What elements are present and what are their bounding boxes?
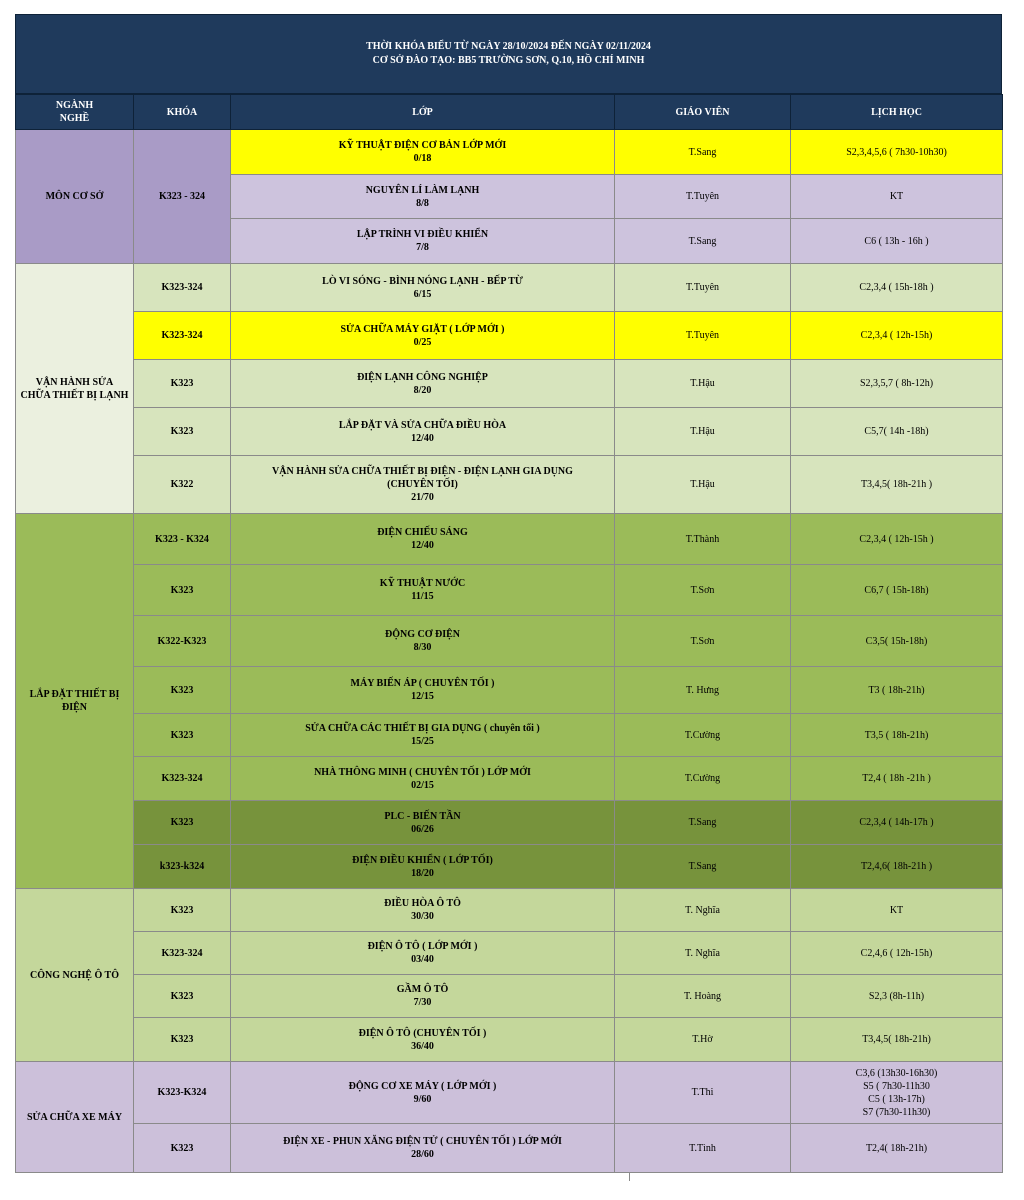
teacher-cell: T. Nghĩa <box>615 932 791 975</box>
table-row <box>16 264 1003 312</box>
class-name: SỬA CHỮA CÁC THIẾT BỊ GIA DỤNG ( chuyên tối ) <box>305 723 540 734</box>
table-row <box>16 889 1003 932</box>
class-enrollment: 12/40 <box>411 540 434 551</box>
teacher-cell: T.Cường <box>615 714 791 757</box>
class-enrollment: 6/15 <box>413 288 432 300</box>
schedule-text: KT <box>889 191 904 202</box>
khoa-cell: K323 <box>134 1124 231 1173</box>
class-name: ĐIỀU HÒA Ô TÔ <box>384 898 461 909</box>
class-name: ĐIỆN CHIẾU SÁNG <box>377 527 468 538</box>
schedule-text: C2,3,4 ( 12h-15h ) <box>859 533 934 545</box>
schedule-location: CƠ SỞ ĐÀO TẠO: BB5 TRƯỜNG SƠN, Q.10, HỒ CHÍ MINH <box>372 55 645 66</box>
khoa-cell: K323-K324 <box>134 1062 231 1124</box>
khoa-cell: K323 <box>134 889 231 932</box>
schedule-cell <box>791 1124 1003 1173</box>
table-row <box>16 565 1003 616</box>
teacher-cell: T. Hưng <box>615 667 791 714</box>
col-header-giao-vien: GIÁO VIÊN <box>615 95 791 130</box>
class-name-note: (CHUYÊN TỐI) <box>387 479 458 490</box>
schedule-text: C2,3,4 ( 14h-17h ) <box>859 817 934 828</box>
schedule-sheet <box>15 14 1002 1173</box>
class-enrollment: 0/18 <box>413 153 432 164</box>
teacher-cell: T.Sang <box>615 219 791 264</box>
table-row <box>16 801 1003 845</box>
khoa-cell: K323-324 <box>134 757 231 801</box>
schedule-cell <box>791 667 1003 714</box>
table-row <box>16 667 1003 714</box>
class-cell <box>231 1018 615 1062</box>
schedule-cell <box>791 408 1003 456</box>
class-cell <box>231 889 615 932</box>
schedule-cell <box>791 932 1003 975</box>
schedule-text: C6,7 ( 15h-18h) <box>864 584 929 596</box>
khoa-cell: k323-k324 <box>134 845 231 889</box>
class-enrollment: 12/15 <box>411 691 434 702</box>
schedule-text: C6 ( 13h - 16h ) <box>864 235 929 247</box>
schedule-text: T2,4,6( 18h-21h ) <box>860 861 933 872</box>
class-cell <box>231 264 615 312</box>
khoa-cell: K323 <box>134 975 231 1018</box>
class-name: NHÀ THÔNG MINH ( CHUYÊN TỐI ) LỚP MỚI <box>314 766 531 778</box>
table-row <box>16 408 1003 456</box>
schedule-cell <box>791 975 1003 1018</box>
khoa-cell: K323 <box>134 667 231 714</box>
table-bottom-trail <box>629 1173 630 1181</box>
table-row <box>16 360 1003 408</box>
class-enrollment: 7/8 <box>416 242 429 253</box>
teacher-cell: T.Cường <box>615 757 791 801</box>
class-name: LẬP TRÌNH VI ĐIỀU KHIỂN <box>356 229 489 240</box>
group-cell: SỬA CHỮA XE MÁY <box>16 1062 134 1173</box>
schedule-cell <box>791 312 1003 360</box>
teacher-cell: T.Hậu <box>615 360 791 408</box>
schedule-line: C5 ( 13h-17h) <box>868 1093 925 1105</box>
class-cell <box>231 714 615 757</box>
schedule-cell <box>791 801 1003 845</box>
class-name: LÒ VI SÓNG - BÌNH NÓNG LẠNH - BẾP TỪ <box>322 275 523 287</box>
class-enrollment: 15/25 <box>411 736 434 747</box>
class-cell <box>231 408 615 456</box>
class-cell <box>231 565 615 616</box>
group-cell: MÔN CƠ SỞ <box>16 130 134 264</box>
class-enrollment: 8/30 <box>413 642 432 653</box>
class-cell <box>231 801 615 845</box>
class-name: ĐIỆN XE - PHUN XĂNG ĐIỆN TỬ ( CHUYÊN TỐI ) LỚP MỚI <box>283 1136 562 1147</box>
teacher-cell: T.Tuyên <box>615 175 791 219</box>
table-row <box>16 1018 1003 1062</box>
table-row <box>16 757 1003 801</box>
schedule-text: T3 ( 18h-21h) <box>868 684 925 696</box>
teacher-cell: T.Tuyên <box>615 264 791 312</box>
class-name: MÁY BIẾN ÁP ( CHUYÊN TỐI ) <box>350 678 495 689</box>
table-row <box>16 130 1003 175</box>
class-name: GẦM Ô TÔ <box>396 984 449 995</box>
class-cell <box>231 219 615 264</box>
class-name: ĐIỆN ĐIỀU KHIỂN ( LỚP TỐI) <box>352 854 493 866</box>
teacher-cell: T.Sang <box>615 130 791 175</box>
class-name: ĐỘNG CƠ ĐIỆN <box>384 629 460 640</box>
schedule-cell <box>791 175 1003 219</box>
schedule-text: S2,3 (8h-11h) <box>868 990 925 1002</box>
class-cell <box>231 975 615 1018</box>
class-name: VẬN HÀNH SỬA CHỮA THIẾT BỊ ĐIỆN - ĐIỆN LẠNH GIA DỤNG <box>272 466 573 477</box>
teacher-cell: T.Tuyên <box>615 312 791 360</box>
khoa-cell: K323 - 324 <box>134 130 231 264</box>
table-row <box>16 312 1003 360</box>
class-cell <box>231 514 615 565</box>
table-row <box>16 714 1003 757</box>
table-row <box>16 975 1003 1018</box>
class-cell <box>231 175 615 219</box>
khoa-cell: K323 <box>134 565 231 616</box>
schedule-cell <box>791 714 1003 757</box>
schedule-cell <box>791 264 1003 312</box>
class-enrollment: 18/20 <box>411 867 434 879</box>
schedule-cell <box>791 616 1003 667</box>
schedule-text: S2,3,5,7 ( 8h-12h) <box>859 378 934 389</box>
schedule-cell <box>791 889 1003 932</box>
teacher-cell: T.Sang <box>615 845 791 889</box>
schedule-cell <box>791 456 1003 514</box>
schedule-cell <box>791 757 1003 801</box>
class-enrollment: 11/15 <box>411 591 434 602</box>
schedule-text: T3,4,5( 18h-21h ) <box>860 479 933 490</box>
schedule-title-band <box>15 14 1002 94</box>
class-cell <box>231 845 615 889</box>
class-enrollment: 02/15 <box>411 779 434 791</box>
table-row <box>16 616 1003 667</box>
schedule-text: S2,3,4,5,6 ( 7h30-10h30) <box>846 146 947 158</box>
class-cell <box>231 1062 615 1124</box>
class-cell <box>231 312 615 360</box>
schedule-text: C3,5( 15h-18h) <box>865 635 928 647</box>
schedule-cell <box>791 219 1003 264</box>
schedule-text: T3,4,5( 18h-21h) <box>862 1034 931 1045</box>
class-name: KỸ THUẬT ĐIỆN CƠ BẢN LỚP MỚI <box>338 140 507 151</box>
table-row <box>16 932 1003 975</box>
class-enrollment: 03/40 <box>411 954 434 965</box>
schedule-table <box>15 94 1003 1173</box>
table-row <box>16 1124 1003 1173</box>
schedule-text: C2,3,4 ( 12h-15h) <box>860 330 933 341</box>
col-header-lop: LỚP <box>231 95 615 130</box>
class-enrollment: 06/26 <box>411 823 434 835</box>
class-name: NGUYÊN LÍ LÀM LẠNH <box>365 184 480 196</box>
class-cell <box>231 616 615 667</box>
class-enrollment: 36/40 <box>411 1040 434 1052</box>
class-cell <box>231 932 615 975</box>
schedule-line: S5 ( 7h30-11h30 <box>863 1080 930 1092</box>
schedule-cell <box>791 130 1003 175</box>
schedule-text: T2,4 ( 18h -21h ) <box>862 773 931 784</box>
class-cell <box>231 667 615 714</box>
group-cell: LẮP ĐẶT THIẾT BỊ ĐIỆN <box>16 514 134 889</box>
khoa-cell: K323 - K324 <box>134 514 231 565</box>
class-name: PLC - BIẾN TẦN <box>384 810 461 822</box>
group-cell: CÔNG NGHỆ Ô TÔ <box>16 889 134 1062</box>
teacher-cell: T.Hậu <box>615 408 791 456</box>
table-row <box>16 456 1003 514</box>
khoa-cell: K323 <box>134 360 231 408</box>
class-cell <box>231 360 615 408</box>
table-row <box>16 1062 1003 1124</box>
khoa-cell: K322 <box>134 456 231 514</box>
khoa-cell: K323-324 <box>134 264 231 312</box>
class-name: SỬA CHỮA MÁY GIẶT ( LỚP MỚI ) <box>340 323 505 335</box>
class-enrollment: 9/60 <box>413 1093 432 1105</box>
class-name: ĐIỆN Ô TÔ (CHUYÊN TỐI ) <box>358 1027 487 1039</box>
teacher-cell: T.Tình <box>615 1124 791 1173</box>
teacher-cell: T.Hậu <box>615 456 791 514</box>
class-cell <box>231 456 615 514</box>
table-header-row <box>16 95 1003 130</box>
schedule-text: T3,5 ( 18h-21h) <box>864 729 929 741</box>
class-enrollment: 21/70 <box>411 492 434 503</box>
teacher-cell: T. Hoàng <box>615 975 791 1018</box>
class-enrollment: 30/30 <box>411 911 434 922</box>
khoa-cell: K322-K323 <box>134 616 231 667</box>
class-enrollment: 0/25 <box>413 336 432 348</box>
class-name: ĐIỆN LẠNH CÔNG NGHIỆP <box>357 371 488 383</box>
teacher-cell: T.Hờ <box>615 1018 791 1062</box>
class-enrollment: 28/60 <box>411 1149 434 1160</box>
schedule-cell <box>791 845 1003 889</box>
col-header-nganh: NGÀNH NGHỀ <box>16 95 134 130</box>
class-name: ĐIỆN Ô TÔ ( LỚP MỚI ) <box>367 941 478 952</box>
table-row <box>16 514 1003 565</box>
teacher-cell: T.Sơn <box>615 565 791 616</box>
class-name: ĐỘNG CƠ XE MÁY ( LỚP MỚI ) <box>348 1080 497 1092</box>
schedule-cell <box>791 514 1003 565</box>
schedule-cell <box>791 565 1003 616</box>
schedule-line: C3,6 (13h30-16h30) <box>855 1067 938 1079</box>
khoa-cell: K323-324 <box>134 932 231 975</box>
schedule-text: KT <box>889 904 904 916</box>
class-enrollment: 8/8 <box>416 197 429 209</box>
khoa-cell: K323 <box>134 801 231 845</box>
class-cell <box>231 757 615 801</box>
khoa-cell: K323-324 <box>134 312 231 360</box>
schedule-text: T2,4( 18h-21h) <box>865 1142 928 1154</box>
schedule-text: C2,3,4 ( 15h-18h ) <box>859 282 934 293</box>
schedule-cell <box>791 1018 1003 1062</box>
schedule-cell <box>791 360 1003 408</box>
teacher-cell: T.Sang <box>615 801 791 845</box>
khoa-cell: K323 <box>134 1018 231 1062</box>
class-name: LẮP ĐẶT VÀ SỬA CHỮA ĐIỀU HÒA <box>338 419 507 431</box>
col-header-lich-hoc: LỊCH HỌC <box>791 95 1003 130</box>
khoa-cell: K323 <box>134 714 231 757</box>
schedule-cell <box>791 1062 1003 1124</box>
schedule-text: C2,4,6 ( 12h-15h) <box>860 947 933 959</box>
schedule-line: S7 (7h30-11h30) <box>862 1106 931 1118</box>
group-cell: VẬN HÀNH SỬA CHỮA THIẾT BỊ LẠNH <box>16 264 134 514</box>
table-row <box>16 845 1003 889</box>
class-enrollment: 12/40 <box>411 432 434 444</box>
class-enrollment: 8/20 <box>413 384 432 396</box>
teacher-cell: T.Thành <box>615 514 791 565</box>
schedule-text: C5,7( 14h -18h) <box>864 426 929 437</box>
teacher-cell: T.Thi <box>615 1062 791 1124</box>
class-cell <box>231 1124 615 1173</box>
schedule-title: THỜI KHÓA BIỂU TỪ NGÀY 28/10/2024 ĐẾN NGÀY 02/11/2024 <box>366 41 651 52</box>
class-name: KỸ THUẬT NƯỚC <box>379 578 466 589</box>
khoa-cell: K323 <box>134 408 231 456</box>
teacher-cell: T. Nghĩa <box>615 889 791 932</box>
teacher-cell: T.Sơn <box>615 616 791 667</box>
class-enrollment: 7/30 <box>413 997 432 1008</box>
class-cell <box>231 130 615 175</box>
col-header-khoa: KHÓA <box>134 95 231 130</box>
